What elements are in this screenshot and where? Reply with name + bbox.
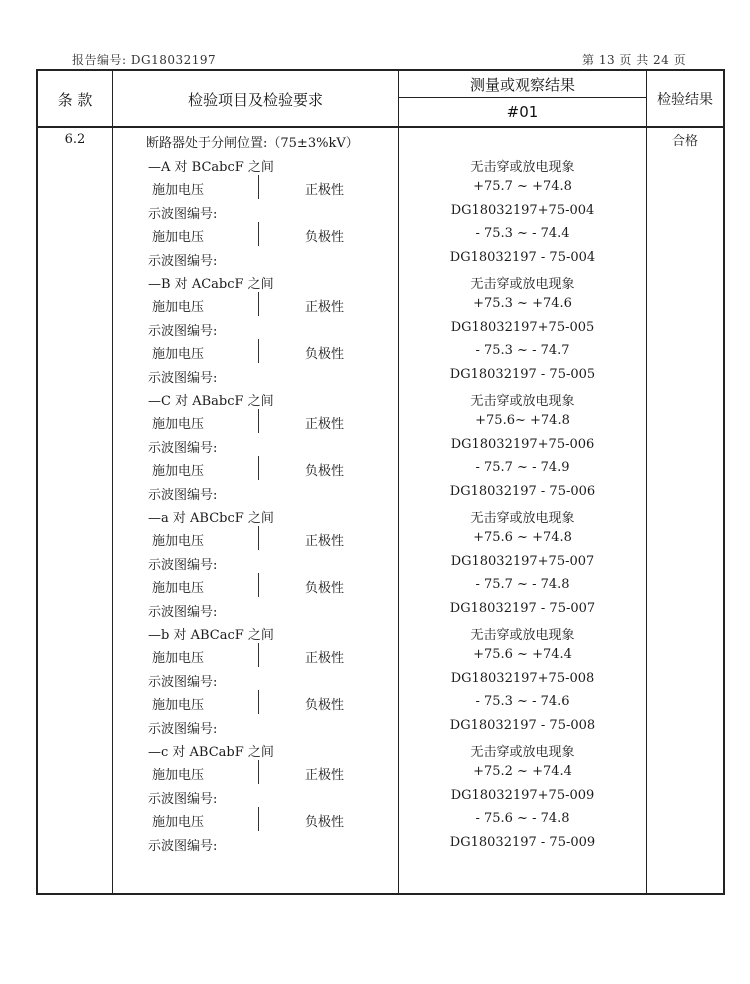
oscillogram-number: DG18032197 - 75-005 (449, 367, 596, 382)
applied-voltage-label: 施加电压 (152, 347, 205, 362)
voltage-value: - 75.3 ~ - 74.7 (475, 343, 570, 358)
polarity-separator (258, 526, 259, 550)
voltage-value: +75.3 ~ +74.6 (473, 296, 572, 311)
polarity-separator (258, 175, 259, 199)
oscillogram-number: DG18032197+75-005 (450, 320, 595, 335)
polarity-separator (258, 690, 259, 714)
applied-voltage-label: 施加电压 (152, 768, 205, 783)
applied-voltage-label: 施加电压 (152, 698, 205, 713)
polarity-label: 负极性 (305, 230, 345, 245)
group-label: —a 对 ABCbcF 之间 (148, 511, 274, 526)
oscillogram-number: DG18032197 - 75-009 (449, 835, 596, 850)
table-bottom-border (36, 893, 725, 895)
header-clause: 条 款 (57, 91, 93, 109)
polarity-label: 负极性 (305, 698, 345, 713)
header-bottom-border (36, 126, 725, 128)
oscillogram-label: 示波图编号: (148, 792, 218, 807)
voltage-value: +75.6~ +74.8 (475, 413, 570, 428)
oscillogram-label: 示波图编号: (148, 675, 218, 690)
oscillogram-label: 示波图编号: (148, 254, 218, 269)
observation-value: 无击穿或放电现象 (470, 628, 575, 643)
polarity-label: 负极性 (305, 815, 345, 830)
oscillogram-number: DG18032197+75-009 (450, 788, 595, 803)
applied-voltage-label: 施加电压 (152, 183, 205, 198)
table-left-border (36, 69, 38, 895)
oscillogram-number: DG18032197+75-006 (450, 437, 595, 452)
polarity-label: 负极性 (305, 464, 345, 479)
applied-voltage-label: 施加电压 (152, 581, 205, 596)
polarity-separator (258, 456, 259, 480)
intro-condition: 断路器处于分闸位置:（75±3%kV） (146, 136, 359, 151)
page-info: 第 13 页 共 24 页 (582, 53, 687, 67)
polarity-label: 正极性 (305, 183, 345, 198)
polarity-label: 正极性 (305, 417, 345, 432)
oscillogram-number: DG18032197 - 75-004 (449, 250, 596, 265)
observation-value: 无击穿或放电现象 (470, 511, 575, 526)
polarity-label: 正极性 (305, 768, 345, 783)
oscillogram-label: 示波图编号: (148, 839, 218, 854)
applied-voltage-label: 施加电压 (152, 651, 205, 666)
applied-voltage-label: 施加电压 (152, 417, 205, 432)
oscillogram-label: 示波图编号: (148, 722, 218, 737)
voltage-value: +75.2 ~ +74.4 (473, 764, 572, 779)
oscillogram-label: 示波图编号: (148, 324, 218, 339)
voltage-value: +75.6 ~ +74.4 (473, 647, 572, 662)
oscillogram-number: DG18032197 - 75-006 (449, 484, 596, 499)
polarity-label: 正极性 (305, 651, 345, 666)
polarity-separator (258, 807, 259, 831)
header-result: 检验结果 (657, 92, 713, 108)
col-divider-1 (112, 69, 113, 895)
polarity-separator (258, 222, 259, 246)
polarity-separator (258, 339, 259, 363)
oscillogram-number: DG18032197+75-004 (450, 203, 595, 218)
polarity-separator (258, 573, 259, 597)
voltage-value: +75.7 ~ +74.8 (473, 179, 572, 194)
oscillogram-number: DG18032197+75-008 (450, 671, 595, 686)
polarity-separator (258, 292, 259, 316)
voltage-value: - 75.7 ~ - 74.9 (475, 460, 570, 475)
col-divider-3 (646, 69, 647, 895)
voltage-value: - 75.6 ~ - 74.8 (475, 811, 570, 826)
observation-value: 无击穿或放电现象 (470, 160, 575, 175)
header-item: 检验项目及检验要求 (187, 91, 323, 109)
applied-voltage-label: 施加电压 (152, 464, 205, 479)
polarity-label: 负极性 (305, 581, 345, 596)
oscillogram-label: 示波图编号: (148, 207, 218, 222)
oscillogram-number: DG18032197+75-007 (450, 554, 595, 569)
oscillogram-label: 示波图编号: (148, 605, 218, 620)
applied-voltage-label: 施加电压 (152, 534, 205, 549)
voltage-value: - 75.3 ~ - 74.6 (475, 694, 570, 709)
voltage-value: - 75.3 ~ - 74.4 (475, 226, 570, 241)
polarity-separator (258, 409, 259, 433)
report-number: 报告编号: DG18032197 (72, 53, 217, 67)
header-sample: #01 (506, 103, 539, 121)
polarity-separator (258, 760, 259, 784)
oscillogram-label: 示波图编号: (148, 441, 218, 456)
table-right-border (723, 69, 725, 895)
header-sub-divider (398, 97, 646, 98)
clause-number: 6.2 (64, 132, 86, 147)
group-label: —C 对 ABabcF 之间 (148, 394, 274, 409)
oscillogram-label: 示波图编号: (148, 488, 218, 503)
applied-voltage-label: 施加电压 (152, 230, 205, 245)
overall-result: 合格 (671, 134, 698, 149)
header-measure: 测量或观察结果 (469, 76, 575, 94)
polarity-label: 正极性 (305, 534, 345, 549)
observation-value: 无击穿或放电现象 (470, 394, 575, 409)
oscillogram-number: DG18032197 - 75-007 (449, 601, 596, 616)
group-label: —A 对 BCabcF 之间 (148, 160, 274, 175)
table-top-border (36, 69, 725, 71)
observation-value: 无击穿或放电现象 (470, 277, 575, 292)
applied-voltage-label: 施加电压 (152, 300, 205, 315)
polarity-label: 正极性 (305, 300, 345, 315)
oscillogram-number: DG18032197 - 75-008 (449, 718, 596, 733)
polarity-label: 负极性 (305, 347, 345, 362)
applied-voltage-label: 施加电压 (152, 815, 205, 830)
oscillogram-label: 示波图编号: (148, 371, 218, 386)
oscillogram-label: 示波图编号: (148, 558, 218, 573)
voltage-value: - 75.7 ~ - 74.8 (475, 577, 570, 592)
group-label: —c 对 ABCabF 之间 (148, 745, 274, 760)
voltage-value: +75.6 ~ +74.8 (473, 530, 572, 545)
group-label: —b 对 ABCacF 之间 (148, 628, 274, 643)
group-label: —B 对 ACabcF 之间 (148, 277, 274, 292)
polarity-separator (258, 643, 259, 667)
observation-value: 无击穿或放电现象 (470, 745, 575, 760)
